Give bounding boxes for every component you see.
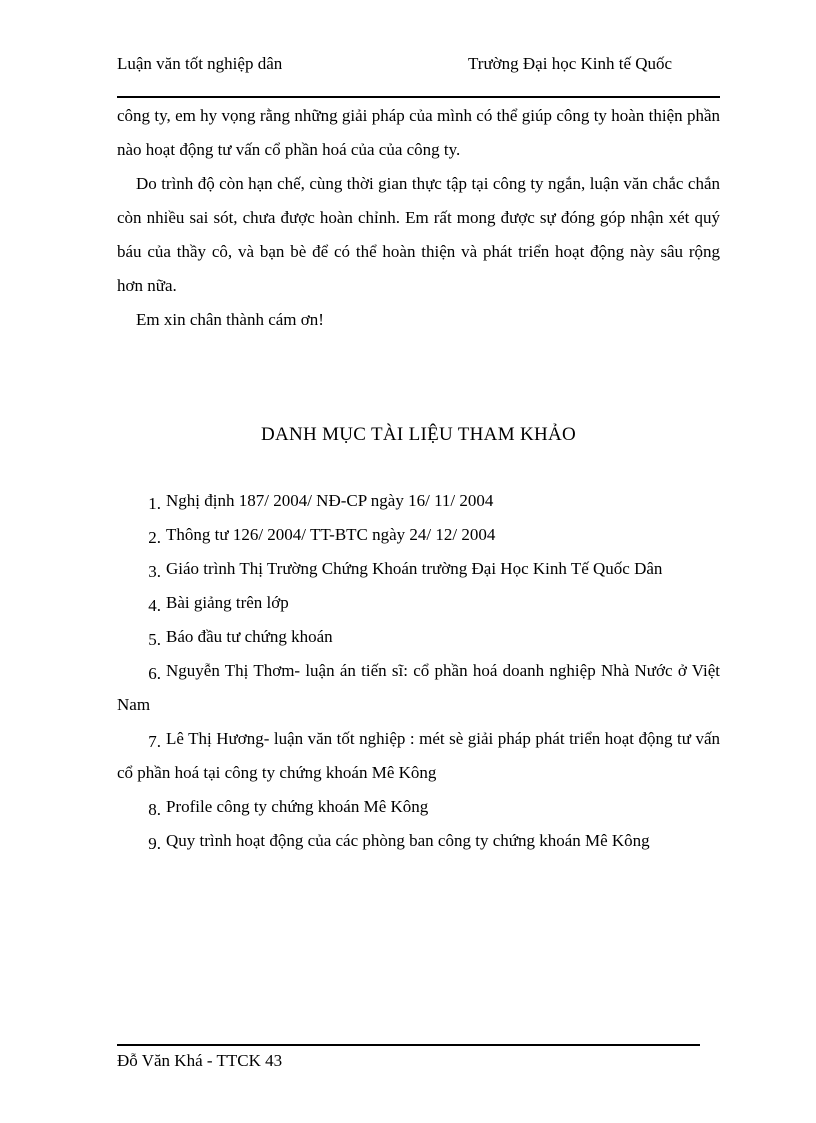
reference-item [117, 484, 720, 518]
reference-text: Thông tư 126/ 2004/ TT-BTC ngày 24/ 12/ 2004 [166, 525, 496, 544]
reference-text: Bài giảng trên lớp [166, 593, 289, 612]
reference-text: Quy trình hoạt động của các phòng ban công ty chứng khoán Mê Kông [166, 831, 650, 850]
reference-number: 3. [148, 562, 161, 581]
reference-item [117, 620, 720, 654]
reference-item [117, 790, 720, 824]
reference-text: Giáo trình Thị Trường Chứng Khoán trường Đại Học Kinh Tế Quốc Dân [166, 559, 663, 578]
reference-item [117, 722, 720, 790]
reference-text: Profile công ty chứng khoán Mê Kông [166, 797, 429, 816]
reference-text: Nguyễn Thị Thơm- luận án tiến sĩ: cổ phần hoá doanh nghiệp Nhà Nước ở Việt Nam [117, 661, 720, 714]
reference-number: 6. [148, 664, 161, 683]
reference-number: 5. [148, 630, 161, 649]
reference-number: 9. [148, 834, 161, 853]
reference-number: 1. [148, 494, 161, 513]
header-thesis-title: Luận văn tốt nghiệp dân [117, 54, 283, 73]
header-divider [117, 96, 720, 98]
paragraph-acknowledgement: Do trình độ còn hạn chế, cùng thời gian thực tập tại công ty ngắn, luận văn chắc chắn còn nhiều sai sót, chưa được hoàn chỉnh. Em rất mong được sự đóng góp nhận xét quý báu của thầy cô, và bạn bè để có thể hoàn thiện và phát triển hoạt động này sâu rộng hơn nữa. [117, 174, 720, 295]
header-university-name: Trường Đại học Kinh tế Quốc [468, 54, 673, 73]
closing-paragraphs [117, 99, 720, 337]
footer-divider [117, 1044, 700, 1046]
paragraph-thanks: Em xin chân thành cám ơn! [136, 310, 324, 329]
reference-text: Lê Thị Hương- luận văn tốt nghiệp : mét sè giải pháp phát triển hoạt động tư vấn cổ phần hoá tại công ty chứng khoán Mê Kông [117, 729, 720, 782]
reference-number: 7. [148, 732, 161, 751]
references-list [117, 484, 720, 858]
reference-item [117, 824, 720, 858]
reference-item [117, 552, 720, 586]
paragraph-continuation: công ty, em hy vọng rằng những giải pháp của mình có thể giúp công ty hoàn thiện phần nào hoạt động tư vấn cổ phần hoá của của công ty. [117, 106, 720, 159]
references-heading: DANH MỤC TÀI LIỆU THAM KHẢO [260, 424, 577, 445]
reference-number: 8. [148, 800, 161, 819]
reference-item [117, 518, 720, 552]
reference-text: Báo đầu tư chứng khoán [166, 627, 333, 646]
footer-author: Đỗ Văn Khá - TTCK 43 [117, 1051, 283, 1070]
reference-number: 2. [148, 528, 161, 547]
reference-item [117, 654, 720, 722]
reference-number: 4. [148, 596, 161, 615]
reference-item [117, 586, 720, 620]
reference-text: Nghị định 187/ 2004/ NĐ-CP ngày 16/ 11/ 2004 [166, 491, 494, 510]
